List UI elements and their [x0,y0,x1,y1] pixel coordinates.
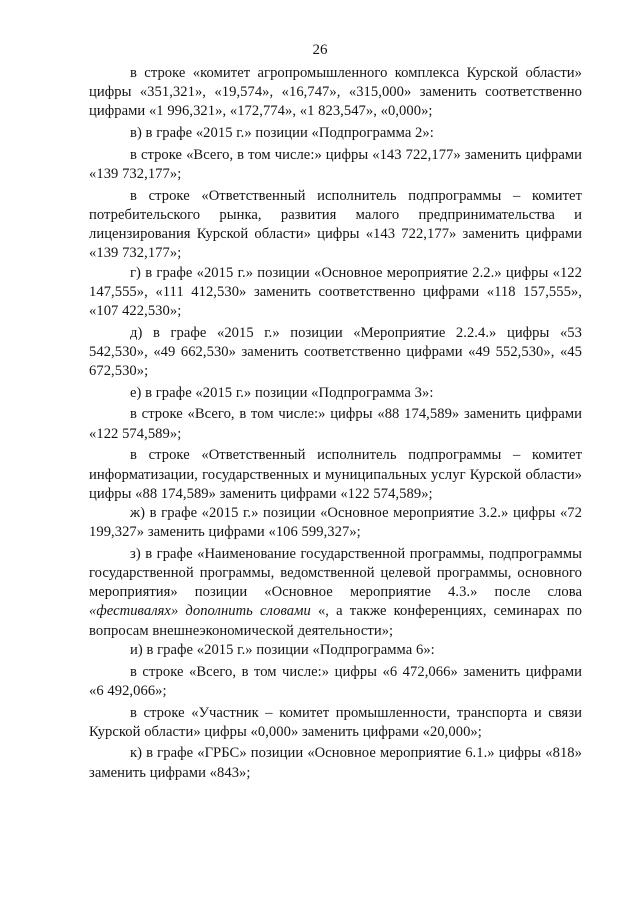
paragraph-item-z-text-before: з) в графе «Наименование государственной программы, подпрограммы государственной программы, ведомственной целевой программы, основного мероприятия» позиции «Основное мероприятие 4.3.» после слова [89,545,582,601]
paragraph-subprogram-2-total: в строке «Всего, в том числе:» цифры «143 722,177» заменить цифрами «139 732,177»; [89,146,582,183]
paragraph-item-k: к) в графе «ГРБС» позиции «Основное мероприятие 6.1.» цифры «818» заменить цифрами «843»; [89,745,582,781]
paragraph-item-zh: ж) в графе «2015 г.» позиции «Основное мероприятие 3.2.» цифры «72 199,327» заменить цифрами «106 599,327»; [89,504,582,541]
paragraph-item-g: г) в графе «2015 г.» позиции «Основное мероприятие 2.2.» цифры «122 147,555», «111 412,530» заменить соответственно цифрами «118 157,555», «107 422,530»; [89,264,582,319]
paragraph-agro-committee: в строке «комитет агропромышленного комплекса Курской области» цифры «351,321», «19,574», «16,747», «315,000» заменить соответственно цифрами «1 996,321», «172,774», «1 823,547», «0,000»; [89,65,582,120]
paragraph-subprogram-6-participant: в строке «Участник – комитет промышленности, транспорта и связи Курской области» цифры «0,000» заменить цифрами «20,000»; [89,704,582,740]
paragraph-item-z-text-after: «, а также конференциях, семинарах по вопросам внешнеэкономической деятельности»; [89,603,582,639]
paragraph-subprogram-3-executor: в строке «Ответственный исполнитель подпрограммы – комитет информатизации, государственных и муниципальных услуг Курской области» цифры «88 174,589» заменить цифрами «122 574,589»; [89,447,582,502]
paragraph-item-v: в) в графе «2015 г.» позиции «Подпрограмма 2»: [130,125,434,142]
paragraph-item-d: д) в графе «2015 г.» позиции «Мероприятие 2.2.4.» цифры «53 542,530», «49 662,530» заменить соответственно цифрами «49 552,530», «45 672,530»; [89,324,582,380]
paragraph-item-i: и) в графе «2015 г.» позиции «Подпрограмма 6»: [130,641,435,658]
document-body [89,64,582,783]
page-number: 26 [312,42,328,58]
paragraph-subprogram-2-executor: в строке «Ответственный исполнитель подпрограммы – комитет потребительского рынка, развития малого предпринимательства и лицензирования Курской области» цифры «143 722,177» заменить цифрами «139 732,177»; [89,187,582,262]
paragraph-item-z-text-italic: «фестивалях» дополнить словами [89,603,311,620]
paragraph-item-z [89,545,582,641]
paragraph-subprogram-3-total: в строке «Всего, в том числе:» цифры «88 174,589» заменить цифрами «122 574,589»; [89,406,582,442]
paragraph-subprogram-6-total: в строке «Всего, в том числе:» цифры «6 472,066» заменить цифрами «6 492,066»; [89,663,582,699]
paragraph-item-e: е) в графе «2015 г.» позиции «Подпрограмма 3»: [130,384,434,401]
